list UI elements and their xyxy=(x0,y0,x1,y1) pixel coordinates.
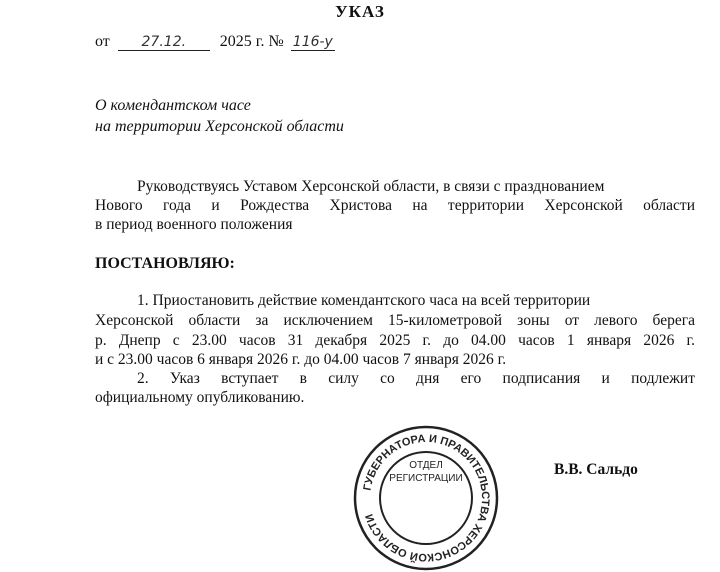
subject-line-2: на территории Херсонской области xyxy=(95,118,344,135)
item1-line-3: р. Днепр с 23.00 часов 31 декабря 2025 г. до 04.00 часов 1 января 2026 г. xyxy=(95,332,695,349)
from-label: от xyxy=(95,33,110,50)
item1-line-1: 1. Приостановить действие комендантского часа на всей территории xyxy=(137,292,591,309)
signature-name: В.В. Сальдо xyxy=(554,461,638,478)
seal-ring-text: ГУБЕРНАТОРА И ПРАВИТЕЛЬСТВА ХЕРСОНСКОЙ ОБЛАСТИ xyxy=(361,432,492,564)
item2-line-1: 2. Указ вступает в силу со дня его подписания и подлежит xyxy=(137,370,695,387)
seal-center-line-2: РЕГИСТРАЦИИ xyxy=(389,473,463,484)
seal-center-line-1: ОТДЕЛ xyxy=(409,460,443,471)
preamble-line-1: Руководствуясь Уставом Херсонской области, в связи с празднованием xyxy=(137,178,605,195)
preamble-line-3: в период военного положения xyxy=(95,216,293,233)
item2-line-2: официальному опубликованию. xyxy=(95,389,305,406)
seal-outer-ring xyxy=(355,427,497,569)
subject-line-1: О комендантском часе xyxy=(95,97,251,114)
year-number-label: 2025 г. № xyxy=(219,33,284,50)
decree-heading: ПОСТАНОВЛЯЮ: xyxy=(95,255,235,272)
document-meta-line xyxy=(95,33,335,51)
handwritten-date: 27.12. xyxy=(118,34,210,51)
document-title: УКАЗ xyxy=(335,2,385,21)
item1-line-2: Херсонской области за исключением 15-километровой зоны от левого берега xyxy=(95,312,695,329)
preamble-line-2: Нового года и Рождества Христова на территории Херсонской области xyxy=(95,197,695,214)
official-seal xyxy=(352,424,500,572)
item1-line-4: и с 23.00 часов 6 января 2026 г. до 04.00 часов 7 января 2026 г. xyxy=(95,351,507,368)
handwritten-number: 116-у xyxy=(292,34,333,50)
